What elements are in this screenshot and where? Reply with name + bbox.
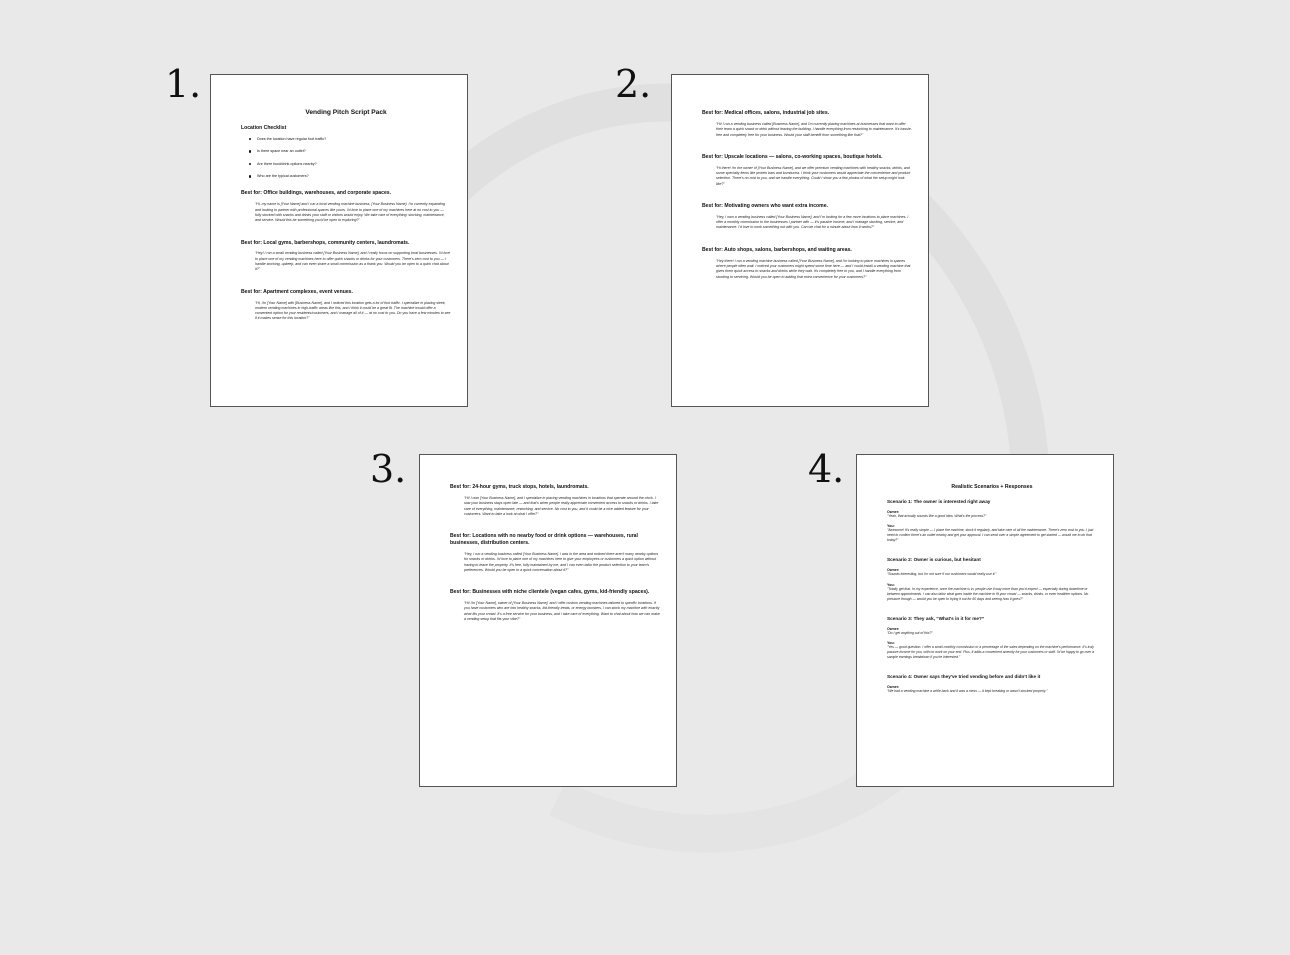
- pitch-script: "Hi! I run a vending business called [Business Name], and I'm currently placing machines at businesses that want to offer their team a quick snack or drink without leaving the building. I handle everything from restocking to maintenance. It's hassle-free and completely free for your business. Would your staff benefit from something like that?": [716, 121, 912, 137]
- pitch-script: "Hey! I run a small vending business called [Your Business Name], and I really focus on supporting local businesses. I'd love to place one of my vending machines here to offer quick snacks or drinks for your customers. There's zero cost to you — I handle stocking, upkeep, and can even share a small commission as a thank you. Would you be open to a quick chat about it?": [255, 251, 450, 272]
- pitch-script: "Hey, I run a vending business called [Your Business Name]. I was in the area and noticed there aren't many nearby options for snacks or drinks. I'd love to place one of my machines here to give your employees or customers a quick option without having to leave the property. It's free, fully maintained by me, and I can even tailor the product selection to your team's preferences. Would you be open to a quick conversation about it?": [464, 551, 659, 572]
- section-heading: Best for: Office buildings, warehouses, and corporate spaces.: [241, 190, 392, 197]
- section-heading: Best for: Local gyms, barbershops, community centers, laundromats.: [241, 239, 410, 246]
- scenarios-title: Realistic Scenarios + Responses: [951, 484, 1033, 490]
- you-label: You:: [887, 640, 895, 645]
- owner-label: Owner:: [887, 685, 900, 690]
- checklist-item: Is there space near an outlet?: [249, 149, 451, 153]
- pitch-script: "Hey, I own a vending business called [Your Business Name], and I'm looking for a few more locations to place machines. I offer a monthly commission to the businesses I partner with — it's passive income, and I manage stocking, service, and maintenance. I'd love to work something out with you. Can we chat for a minute about how it works?": [716, 214, 909, 230]
- section-heading: Best for: Upscale locations — salons, co-working spaces, boutique hotels.: [702, 153, 883, 160]
- scenario-title: Scenario 3: They ask, “What's in it for me?”: [887, 615, 985, 621]
- page-label-3: 3.: [370, 447, 407, 491]
- scenario-block: [887, 674, 1097, 694]
- you-line: "Awesome! It's really simple — I place the machine, stock it regularly, and take care of all the maintenance. There's zero cost to you. I just need to confirm there's an outlet nearby and get your approval. I can send over a simple agreement to get started — would me to do that today?": [887, 528, 1094, 543]
- checklist-heading: Location Checklist: [241, 125, 287, 131]
- checklist-item: Who are the typical customers?: [249, 174, 451, 178]
- scenario-title: Scenario 4: Owner says they've tried vending before and didn't like it: [887, 674, 1041, 680]
- scenario-title: Scenario 2: Owner is curious, but hesitant: [887, 557, 981, 563]
- you-label: You:: [887, 582, 895, 587]
- you-line: "Totally get that. In my experience, once the machine is in, people use it way more than you'd expect — especially during downtime or between appointments. I can also tailor what goes inside the machine to fit your crowd — snacks, drinks, or even healthier options. No pressure though — would you be open to trying it out for 60 days and seeing how it goes?": [887, 586, 1089, 601]
- scenario-block: [887, 616, 1097, 660]
- checklist-item: Does the location have regular foot traffic?: [249, 137, 451, 141]
- owner-label: Owner:: [887, 626, 900, 631]
- section-heading: Best for: Businesses with niche clientele (vegan cafes, gyms, kid-friendly spaces).: [450, 589, 650, 596]
- document-title: Vending Pitch Script Pack: [305, 109, 387, 116]
- owner-label: Owner:: [887, 568, 900, 573]
- page-label-2: 2.: [615, 62, 652, 106]
- page-label-1: 1.: [165, 62, 202, 106]
- pitch-script: "Hi, I'm [Your Name] with [Business Name], and I noticed this location gets a lot of foot traffic. I specialize in placing sleek, modern vending machines in high-traffic areas like this, and I think it could be a great fit. The machine would offer a convenient option for your residents/customers, and I manage all of it — at no cost to you. Do you have a few minutes to see if it makes sense for this location?": [255, 300, 451, 321]
- owner-line: "Sounds interesting, but I'm not sure if our customers would really use it.": [887, 572, 997, 577]
- section-heading: Best for: Auto shops, salons, barbershops, and waiting areas.: [702, 246, 852, 253]
- owner-label: Owner:: [887, 510, 900, 514]
- you-label: You:: [887, 524, 895, 529]
- section-heading: Best for: Medical offices, salons, industrial job sites.: [702, 110, 830, 116]
- pitch-script: "Hi there! I'm the owner of [Your Business Name], and we offer premium vending machines with healthy snacks, drinks, and some specialty items like protein bars and kombucha. I think your customers would appreciate the convenience and product selection. There's no cost to you, and we handle everything. Could I show you a few photos of what the setup might look like?": [716, 165, 911, 186]
- pitch-script: "Hi! I own [Your Business Name], and I specialize in placing vending machines in locations that operate around the clock. I saw your business stays open late — and that's when people really appreciate convenient access to snacks or drinks. I take care of everything, maintenance, restocking, and service. No cost to you, and it could be a nice added feature for your customers. Want to take a look at what I offer?": [464, 495, 659, 516]
- checklist-item: Are there food/drink options nearby?: [249, 162, 451, 166]
- pitch-script: "Hey there! I run a vending machine business called [Your Business Name], and I'm looking to place machines in spaces where people often wait. I noticed your customers might spend some time here — and I could install a vending machine that gives them quick access to snacks and drinks while they wait. It's completely free to you, and I handle everything from stocking to servicing. Would you be open to adding that extra convenience for your customers?": [716, 258, 911, 279]
- pitch-script: "Hi, my name is [Your Name] and I run a local vending machine business, [Your Business Name]. I'm currently expanding and looking to partner with professional spaces like yours. I'd love to place one of my machines here at no cost to you — fully stocked with snacks and drinks your staff or visitors would enjoy. We take care of everything: stocking, maintenance, and service. Would this be something you'd be open to exploring?": [255, 202, 446, 223]
- scenario-block: [887, 499, 1097, 543]
- page-label-4: 4.: [808, 447, 845, 491]
- pitch-script: "Hi! I'm [Your Name], owner of [Your Business Name], and I offer custom vending machines tailored to specific locations. If you have customers who are into healthy snacks, kid-friendly treats, or energy boosters, I can stock my machine with exactly what fits your crowd. It's a free service for your business, and I take care of everything. Want to chat about how we can make a vending setup that fits your vibe?": [464, 601, 660, 621]
- owner-line: "Yeah, that actually sounds like a good idea. What's the process?": [887, 514, 987, 518]
- document-page-2: [671, 74, 929, 407]
- document-page-1: [210, 74, 468, 407]
- document-page-4: [856, 454, 1114, 787]
- location-checklist: [241, 137, 451, 179]
- document-page-3: [419, 454, 677, 787]
- you-line: "Yes — good question. I offer a small monthly commission or a percentage of the sales depending on the machine's performance. It's truly passive income for you, with no work on your end. Plus, it adds a convenient amenity for your customers or staff. I'd be happy to go over a sample earnings breakdown if you're interested.": [887, 644, 1095, 660]
- owner-line: "Do I get anything out of this?": [887, 630, 933, 635]
- section-heading: Best for: Locations with no nearby food or drink options — warehouses, rural businesses, distribution centers.: [450, 533, 638, 546]
- scenario-title: Scenario 1: The owner is interested right away: [887, 499, 991, 504]
- section-heading: Best for: Apartment complexes, event venues.: [241, 288, 353, 295]
- section-heading: Best for: 24-hour gyms, truck stops, hotels, laundromats.: [450, 484, 589, 490]
- owner-line: "We had a vending machine a while back and it was a mess — it kept breaking or wasn't stocked properly.": [887, 689, 1048, 694]
- scenario-block: [887, 557, 1097, 601]
- section-heading: Best for: Motivating owners who want extra income.: [702, 202, 828, 209]
